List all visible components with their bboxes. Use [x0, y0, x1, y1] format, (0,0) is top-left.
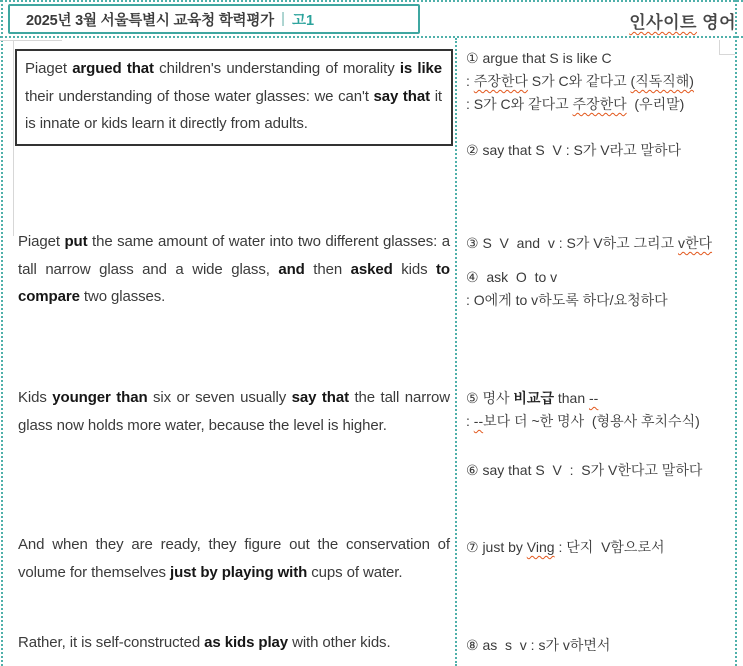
note-line	[466, 410, 738, 433]
text-segment: 비교급	[513, 390, 554, 406]
text-segment: cups of water.	[307, 563, 403, 581]
text-segment: ⑧ as s v : s가 v하면서	[466, 637, 611, 653]
exam-title-box	[8, 4, 420, 34]
text-segment: say that	[373, 87, 431, 105]
text-segment: just by playing with	[170, 563, 308, 581]
text-segment: their understanding of those water glasses: we can't	[25, 87, 374, 105]
brand-name: 인사이트	[629, 13, 697, 32]
note-line	[466, 232, 738, 255]
text-segment: put	[64, 233, 88, 250]
table-guide-top-left-v	[13, 40, 14, 236]
text-segment: argued that	[72, 60, 154, 77]
text-segment: Rather, it is self-constructed	[18, 634, 205, 651]
header-divider	[0, 36, 743, 38]
text-segment: Piaget	[18, 233, 65, 250]
text-segment: six or seven usually	[147, 389, 292, 406]
text-segment: and	[278, 260, 305, 278]
note-line	[466, 634, 738, 657]
sentence-4	[18, 531, 450, 586]
text-segment: ⑥ say that S V : S가 V한다고 말하다	[466, 462, 703, 478]
text-segment: as kids play	[204, 634, 289, 651]
note-5	[466, 387, 738, 433]
note-3	[466, 232, 738, 255]
text-segment: :	[466, 413, 474, 429]
note-line	[466, 70, 738, 93]
note-2	[466, 139, 738, 162]
text-segment: Piaget	[25, 60, 73, 77]
text-segment: two glasses.	[79, 288, 166, 305]
text-segment: --	[473, 413, 484, 429]
text-segment: the tall narrow glass now holds more water, because the level is higher.	[18, 389, 451, 434]
text-segment: : O에게 to v하도록 하다/요청하다	[466, 292, 668, 308]
text-segment: asked	[350, 260, 393, 278]
text-segment: (우리말)	[626, 96, 685, 112]
note-line	[466, 139, 738, 162]
sentence-1-boxed	[15, 49, 453, 146]
text-segment: 주장한다	[473, 73, 528, 89]
sentence-5	[18, 629, 450, 657]
sentence-3	[18, 384, 450, 439]
text-segment: --	[589, 390, 599, 406]
text-segment: it is innate or kids learn it directly from adults.	[25, 87, 442, 132]
note-line	[466, 47, 738, 70]
text-segment: to compare	[18, 260, 450, 305]
text-segment: children's understanding of morality	[153, 60, 400, 77]
note-line	[466, 536, 738, 559]
note-4	[466, 266, 738, 312]
text-segment: 보다 더 ~한 명사 (형용사 후치수식)	[483, 413, 700, 429]
note-line	[466, 387, 738, 410]
text-segment: ① argue that S is like C	[466, 50, 612, 66]
text-segment: is like	[399, 60, 443, 77]
brand-suffix: 영어	[696, 13, 736, 32]
text-segment: ⑤ 명사	[466, 390, 514, 406]
text-segment: then	[304, 260, 351, 278]
sentence-2	[18, 228, 450, 311]
text-segment: (직독직해)	[630, 73, 694, 89]
note-7	[466, 536, 738, 559]
note-1	[466, 47, 738, 116]
text-segment: Ving	[526, 539, 555, 555]
note-line	[466, 266, 738, 289]
column-divider	[455, 38, 457, 666]
text-segment: ④ ask O to v	[466, 269, 558, 285]
text-segment: the same amount of water into two different glasses: a tall narrow glass and a wide glass,	[18, 233, 450, 278]
note-line	[466, 93, 738, 116]
note-line	[466, 289, 738, 312]
note-6	[466, 459, 738, 482]
exam-title: 2025년 3월 서울특별시 교육청 학력평가	[26, 12, 274, 29]
grade-label: 고1	[292, 12, 315, 29]
text-segment: :	[466, 73, 474, 89]
text-segment: younger than	[52, 389, 148, 406]
brand-label	[629, 8, 736, 33]
text-segment: Kids	[18, 389, 53, 406]
page-border-left	[1, 0, 3, 666]
text-segment: v한다	[677, 235, 713, 251]
title-separator: |	[280, 11, 285, 27]
text-segment: S가 C와 같다고	[527, 73, 631, 89]
table-guide-top-left-h	[0, 40, 62, 41]
note-line	[466, 459, 738, 482]
text-segment: ⑦ just by	[466, 539, 527, 555]
text-segment: : S가 C와 같다고	[466, 96, 573, 112]
text-segment: : 단지 V함으로서	[554, 539, 665, 555]
text-segment: with other kids.	[288, 634, 391, 651]
text-segment: 주장한다	[572, 96, 627, 112]
note-8	[466, 634, 738, 657]
text-segment: ③ S V and v : S가 V하고 그리고	[466, 235, 678, 251]
text-segment: ② say that S V : S가 V라고 말하다	[466, 142, 682, 158]
text-segment: than	[553, 390, 589, 406]
text-segment: And when they are ready, they figure out the conservation of volume for themselves	[18, 536, 450, 581]
page-border-top	[0, 0, 743, 2]
text-segment: say that	[291, 389, 349, 406]
text-segment: kids	[392, 260, 437, 278]
